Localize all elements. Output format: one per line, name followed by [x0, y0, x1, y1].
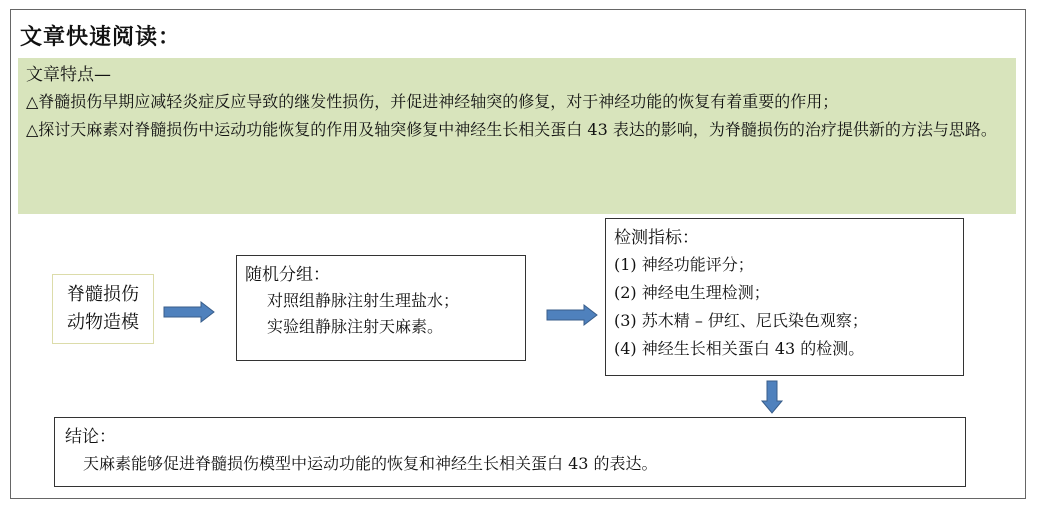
down-arrow-icon	[761, 380, 783, 414]
detection-heading: 检测指标：	[614, 228, 699, 248]
detection-item-1: (1) 神经功能评分；	[614, 255, 754, 274]
group-heading: 随机分组：	[245, 265, 330, 285]
group-control-line: 对照组静脉注射生理盐水；	[267, 291, 460, 310]
feature-item-1: △脊髓损伤早期应减轻炎症反应导致的继发性损伤，并促进神经轴突的修复，对于神经功能的恢复有着重要的作用；	[26, 92, 839, 111]
detection-box	[605, 218, 964, 376]
conclusion-box	[54, 417, 966, 487]
right-arrow-1-icon	[163, 301, 215, 323]
conclusion-heading: 结论：	[65, 427, 116, 447]
features-heading: 文章特点—	[26, 65, 111, 85]
animal-model-line-1: 脊髓损伤	[67, 284, 139, 305]
page-title: 文章快速阅读：	[20, 25, 182, 50]
animal-model-box	[52, 274, 154, 344]
detection-item-3: (3) 苏木精 – 伊红、尼氏染色观察；	[614, 311, 868, 330]
group-experiment-line: 实验组静脉注射天麻素。	[267, 317, 444, 336]
conclusion-text: 天麻素能够促进脊髓损伤模型中运动功能的恢复和神经生长相关蛋白 43 的表达。	[83, 454, 658, 473]
features-panel	[18, 58, 1016, 214]
detection-item-2: (2) 神经电生理检测；	[614, 283, 770, 302]
random-group-box	[236, 255, 526, 361]
detection-item-4: (4) 神经生长相关蛋白 43 的检测。	[614, 339, 865, 358]
animal-model-line-2: 动物造模	[67, 312, 139, 333]
right-arrow-2-icon	[546, 304, 598, 326]
feature-item-2: △探讨天麻素对脊髓损伤中运动功能恢复的作用及轴突修复中神经生长相关蛋白 43 表达的影响，为脊髓损伤的治疗提供新的方法与思路。	[26, 120, 997, 139]
